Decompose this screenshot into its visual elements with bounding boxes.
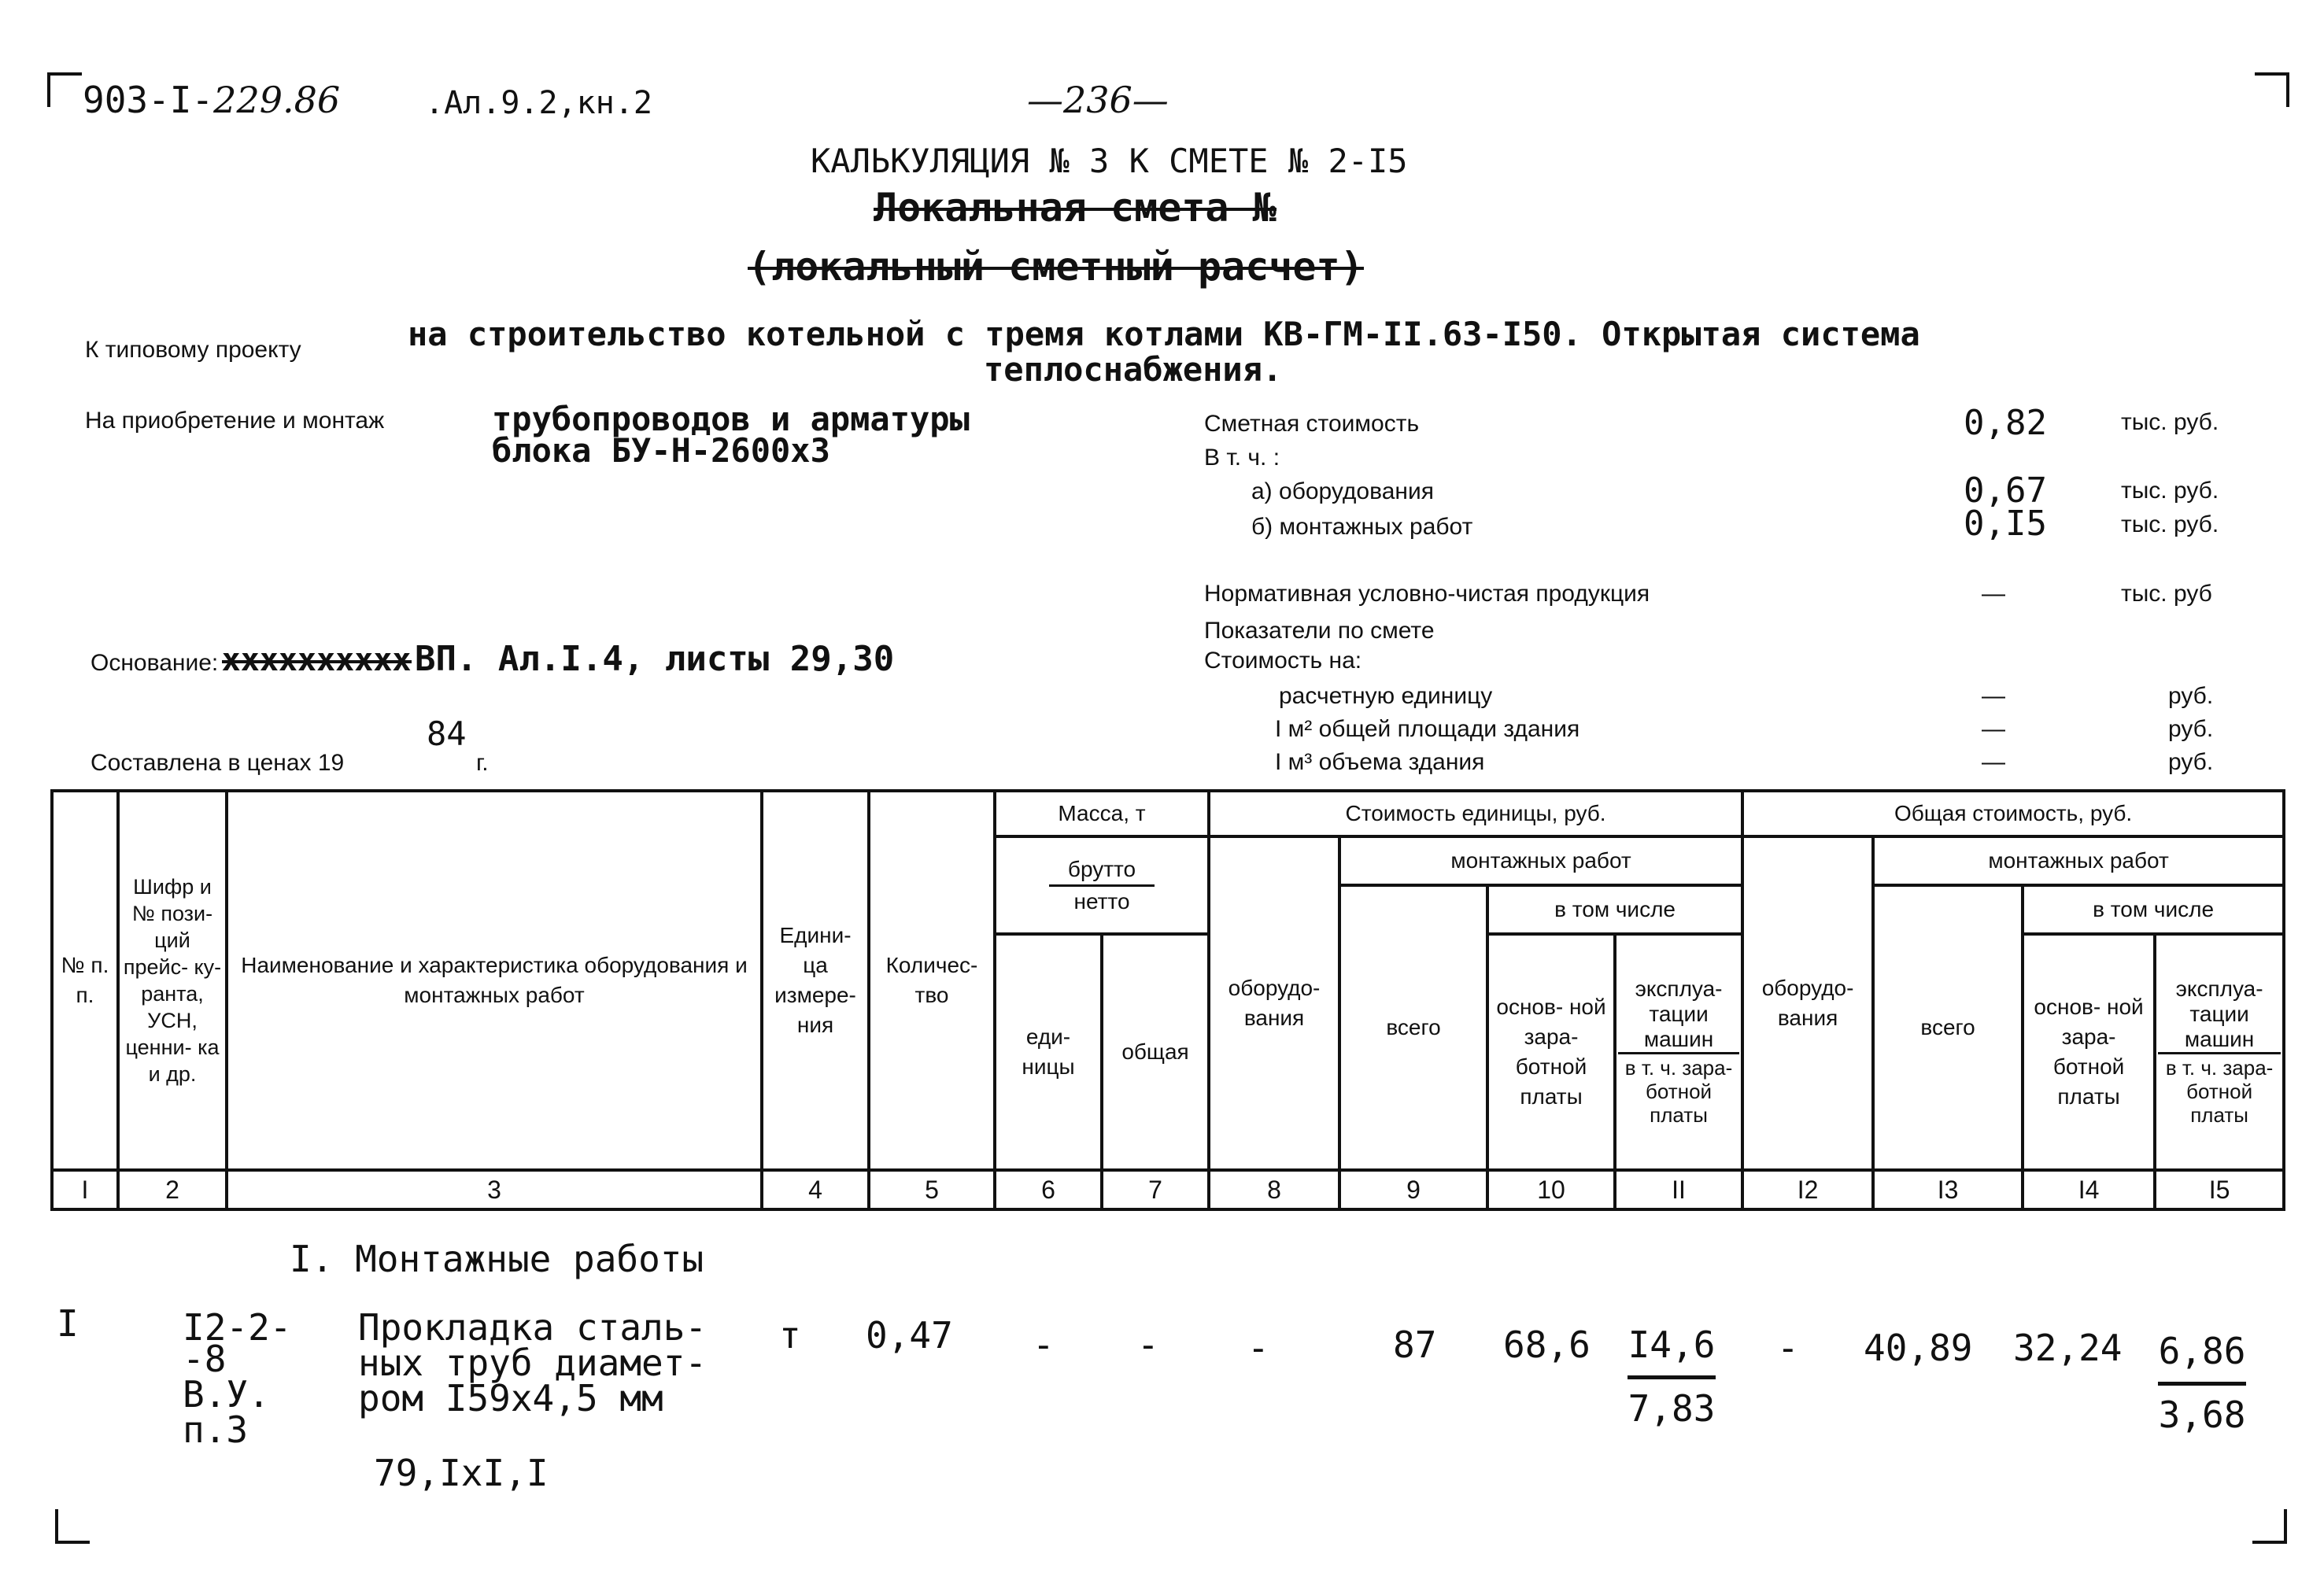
per-unit-unit: руб. [2168,683,2214,709]
header-total-machines: эксплуа- тации машин в т. ч. зара- ботной платы [2155,934,2284,1170]
calculation-title: КАЛЬКУЛЯЦИЯ № 3 К СМЕТЕ № 2-I5 [811,142,1408,180]
row-mass-unit: - [1033,1323,1055,1366]
header-unit-install-all: всего [1339,885,1487,1170]
basis-struck-text: xxxxxxxxxx [221,642,412,678]
header-total-install-all: всего [1873,885,2023,1170]
corner-mark-top-left [47,72,82,107]
estimated-cost-unit: тыс. руб. [2121,409,2219,435]
col-number-4: 4 [762,1170,869,1209]
basis-label: Основание: [91,650,219,676]
row-code-line-1: I2-2- [183,1306,292,1349]
row-number: I [57,1302,79,1345]
header-code: Шифр и № пози- ций прейс- ку- ранта, УСН, ценни- ка и др. [118,791,227,1170]
album-reference: .Ал.9.2,кн.2 [425,85,652,121]
indicators-label: Показатели по смете [1204,618,1435,644]
per-unit-label: расчетную единицу [1279,683,1493,709]
estimated-cost-label: Сметная стоимость [1204,411,1420,437]
header-unit-incl: в том числе [1487,885,1742,934]
basis-line [91,639,894,679]
row-install-wages: 68,6 [1503,1323,1591,1366]
header-unit: Едини- ца измере- ния [762,791,869,1170]
col-number-11: II [1615,1170,1742,1209]
row-machines: I4,6 [1628,1323,1716,1366]
row-machines-wages: 7,83 [1628,1387,1716,1430]
installation-cost-unit: тыс. руб. [2121,511,2219,537]
document-code-prefix: 903-I- [83,79,214,121]
col-number-12: I2 [1742,1170,1873,1209]
row-total-machines-wages: 3,68 [2158,1394,2246,1436]
col-number-7: 7 [1102,1170,1209,1209]
project-label: К типовому проекту [85,337,301,363]
prices-suffix: г. [476,750,489,776]
prices-label: Составлена в ценах 19 [91,750,345,776]
purchase-label: На приобретение и монтаж [85,408,385,434]
installation-cost-value: 0,I5 [1964,504,2047,544]
col-number-14: I4 [2023,1170,2155,1209]
row-name-line-2: ных труб диамет- [358,1342,708,1384]
per-m2-unit: руб. [2168,716,2214,742]
header-total-equipment: оборудо- вания [1742,836,1873,1170]
row-name-line-3: ром I59х4,5 мм [358,1377,663,1419]
document-code-handwritten: 229.86 [213,79,341,121]
col-number-6: 6 [995,1170,1102,1209]
page-number: —236— [1027,79,1169,121]
row-code-line-4: п.3 [183,1408,249,1451]
purchase-text-line-2: блока БУ-Н-2600х3 [492,431,830,470]
header-brutto-netto: брутто нетто [995,836,1209,934]
struck-title-local-calculation: (локальный сметный расчет) [748,244,1364,290]
header-mass-total: общая [1102,934,1209,1170]
including-label: В т. ч. : [1204,445,1280,471]
project-text-line-1: на строительство котельной с тремя котлами КВ-ГМ-II.63-I50. Открытая система [408,315,1920,353]
col-number-3: 3 [227,1170,762,1209]
section-title: I. Монтажные работы [290,1238,704,1280]
col-number-13: I3 [1873,1170,2023,1209]
equipment-cost-unit: тыс. руб. [2121,478,2219,504]
equipment-cost-label: а) оборудования [1251,478,1434,504]
prices-year: 84 [427,714,467,753]
col-number-1: I [52,1170,118,1209]
corner-mark-bottom-left [55,1509,90,1544]
row-equipment-total: - [1777,1327,1799,1369]
col-number-15: I5 [2155,1170,2284,1209]
header-quantity: Количес- тво [869,791,995,1170]
col-number-5: 5 [869,1170,995,1209]
row-code-line-3: В.У. [183,1373,270,1416]
col-number-9: 9 [1339,1170,1487,1209]
row-mass-total: - [1137,1323,1159,1366]
header-total-incl: в том числе [2023,885,2284,934]
row-total-all: 40,89 [1864,1327,1973,1369]
per-m2-value: — [1982,716,2005,742]
equipment-cost-value: 0,67 [1964,471,2047,511]
header-unit-cost: Стоимость единицы, руб. [1209,791,1742,836]
col-number-8: 8 [1209,1170,1339,1209]
row-code-line-2: -8 [183,1338,227,1380]
per-m2-label: I м² общей площади здания [1275,716,1580,742]
purchase-text-line-1: трубопроводов и арматуры [492,400,970,438]
cost-per-label: Стоимость на: [1204,648,1362,674]
estimated-cost-value: 0,82 [1964,403,2047,443]
project-text-line-2: теплоснабжения. [984,350,1283,389]
row-quantity: 0,47 [866,1314,953,1357]
row-formula: 79,IxI,I [374,1452,549,1494]
row-total-wages: 32,24 [2013,1327,2123,1369]
row-install-all: 87 [1393,1323,1437,1366]
col-number-2: 2 [118,1170,227,1209]
header-unit-machines: эксплуа- тации машин в т. ч. зара- ботной платы [1615,934,1742,1170]
basis-text: ВП. Ал.I.4, листы 29,30 [414,639,895,679]
row-name-line-1: Прокладка сталь- [358,1306,708,1349]
per-m3-label: I м³ объема здания [1275,749,1485,775]
header-total-wages: основ- ной зара- ботной платы [2023,934,2155,1170]
header-row-number: № п. п. [52,791,118,1170]
per-m3-value: — [1982,749,2005,775]
col-number-10: 10 [1487,1170,1615,1209]
normative-product-label: Нормативная условно-чистая продукция [1204,581,1650,607]
row-total-machines: 6,86 [2158,1330,2246,1372]
installation-cost-label: б) монтажных работ [1251,514,1473,540]
header-unit-install: монтажных работ [1339,836,1742,885]
header-unit-wages: основ- ной зара- ботной платы [1487,934,1615,1170]
row-equipment-unit: - [1247,1327,1269,1369]
header-unit-equipment: оборудо- вания [1209,836,1339,1170]
header-mass-per-unit: еди- ницы [995,934,1102,1170]
per-unit-value: — [1982,683,2005,709]
header-mass: Масса, т [995,791,1209,836]
header-total-cost: Общая стоимость, руб. [1742,791,2284,836]
normative-product-value: — [1982,581,2005,607]
corner-mark-top-right [2255,72,2289,107]
header-name: Наименование и характеристика оборудования и монтажных работ [227,791,762,1170]
row-machines-fraction [1628,1323,1716,1430]
row-total-machines-fraction [2158,1330,2246,1436]
struck-title-local-estimate: Локальная смета № [874,185,1277,231]
corner-mark-bottom-right [2252,1509,2287,1544]
normative-product-unit: тыс. руб [2121,581,2212,607]
header-total-install: монтажных работ [1873,836,2284,885]
row-unit: т [779,1314,801,1357]
document-code [83,79,340,121]
estimate-table [50,789,2285,1211]
per-m3-unit: руб. [2168,749,2214,775]
